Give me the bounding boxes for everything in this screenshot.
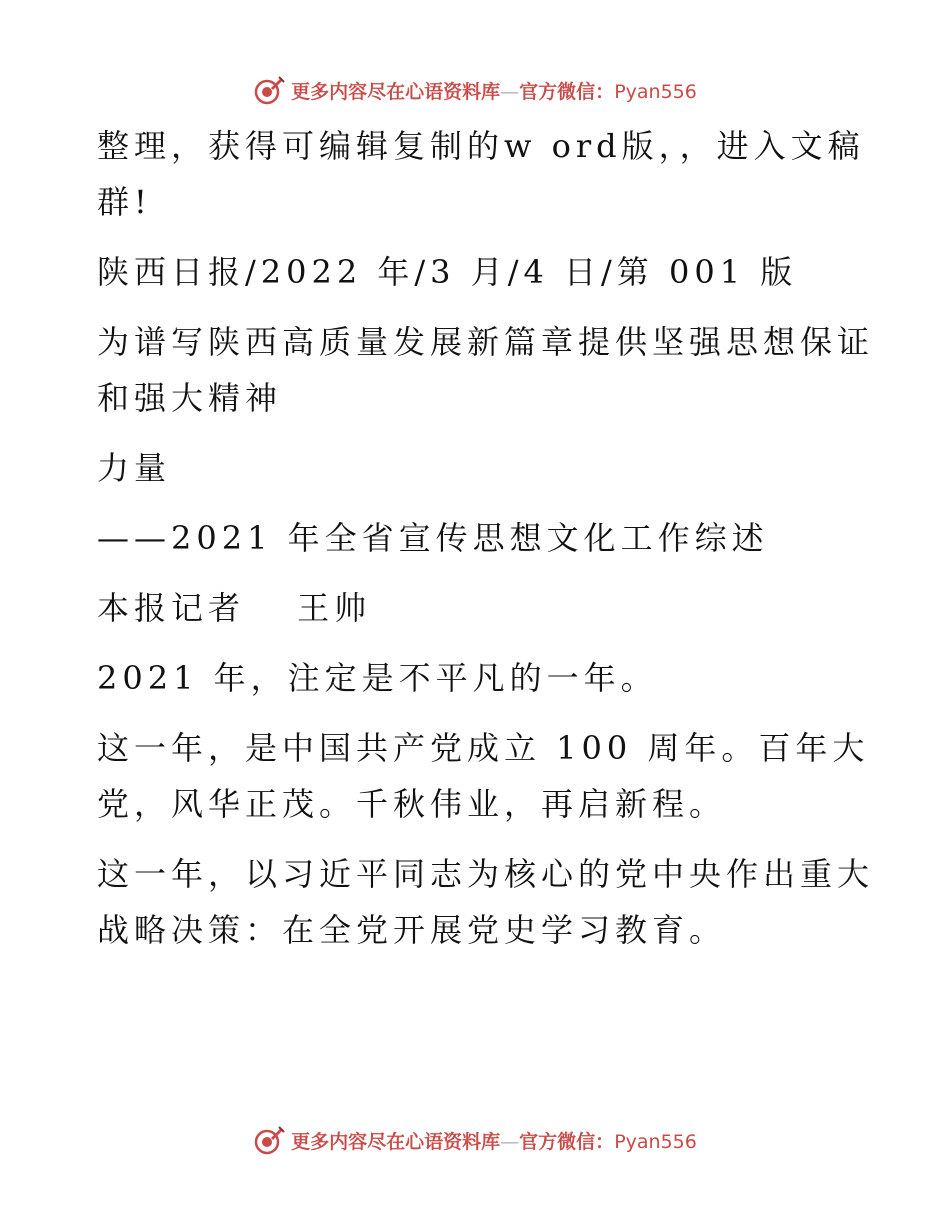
text-line: 为谱写陕西高质量发展新篇章提供坚强思想保证	[97, 323, 875, 361]
text-line: 本报记者 王帅	[97, 589, 372, 627]
paragraph	[97, 650, 837, 706]
banner-text	[291, 77, 697, 104]
pen-logo-icon	[253, 1124, 285, 1156]
banner-separator: —	[500, 1130, 520, 1153]
banner-text	[291, 1127, 697, 1154]
header-banner	[0, 70, 950, 110]
text-line: 整理，获得可编辑复制的w ord版，，进入文稿	[97, 127, 865, 165]
text-line: 和强大精神	[97, 379, 283, 417]
paragraph	[97, 244, 837, 300]
footer-banner	[0, 1120, 950, 1160]
text-line: 这一年，以习近平同志为核心的党中央作出重大	[97, 855, 875, 893]
paragraph	[97, 510, 837, 566]
pen-logo-icon	[253, 74, 285, 106]
banner-title: 更多内容尽在心语资料库	[291, 1130, 501, 1153]
paragraph	[97, 580, 837, 636]
banner-wechat-id: Pyan556	[614, 80, 697, 103]
document-body	[97, 118, 875, 972]
text-line: 战略决策：在全党开展党史学习教育。	[97, 911, 727, 949]
text-line: 陕西日报/2022 年/3 月/4 日/第 001 版	[97, 253, 798, 291]
text-line: 党，风华正茂。千秋伟业，再启新程。	[97, 785, 727, 823]
paragraph	[97, 118, 865, 230]
banner-wechat-id: Pyan556	[614, 1130, 697, 1153]
banner-wechat-label: 官方微信：	[519, 1130, 615, 1153]
paragraph	[97, 720, 870, 832]
paragraph	[97, 314, 875, 426]
banner-title: 更多内容尽在心语资料库	[291, 80, 501, 103]
text-line: 2021 年，注定是不平凡的一年。	[97, 659, 658, 697]
text-line: 力量	[97, 449, 172, 487]
paragraph	[97, 440, 837, 496]
text-line: 群!	[97, 183, 152, 221]
text-line: ——2021 年全省宣传思想文化工作综述	[97, 519, 769, 557]
banner-separator: —	[500, 80, 520, 103]
banner-wechat-label: 官方微信：	[519, 80, 615, 103]
text-line: 这一年，是中国共产党成立 100 周年。百年大	[97, 729, 870, 767]
paragraph	[97, 846, 875, 958]
